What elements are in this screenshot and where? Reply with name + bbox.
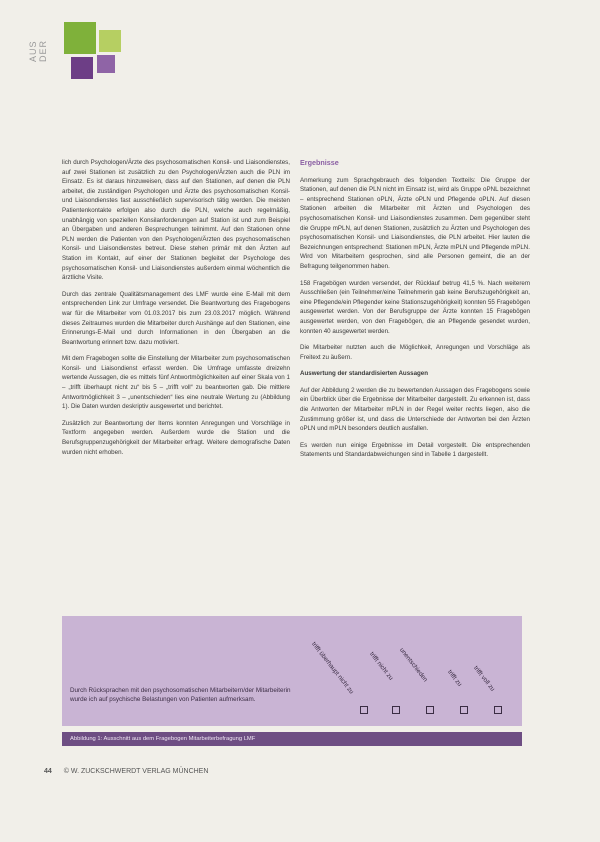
answer-checkbox-3[interactable] (426, 706, 434, 714)
logo-square-purple-light (97, 55, 115, 73)
left-text-column (62, 158, 290, 464)
right-paragraph: Die Mitarbeiter nutzten auch die Möglichkeit, Anregungen und Vorschläge als Freitext zu äußern. (300, 344, 530, 361)
scale-label: trifft nicht zu (368, 650, 395, 682)
answer-checkbox-5[interactable] (494, 706, 502, 714)
section-heading-results: Ergebnisse (300, 158, 339, 167)
scale-label: trifft zu (446, 668, 464, 688)
section-side-label: AUS DER (28, 39, 48, 62)
logo-square-purple-dark (71, 57, 93, 79)
left-paragraph: lich durch Psychologen/Ärzte des psychosomatischen Konsil- und Liaisondienstes, auf zwei Stationen ist zusätzlich zu den Psychologen/Ärzten auch die PLN im Einsatz. Es ist daraus hinzuweisen, dass auf den Stationen, auf denen die PLN arbeitet, die zuständigen Psychologen und Ärzte des psychosomatischen Konsil- und Liaisondienstes fast ausschließlich supervisorisch tätig werden. Die meisten Patientenkontakte erfolgen also durch die PLN, welche auch regelmäßig, unabhängig von speziellen Konsilanforderungen auf Station ist und zum Beispiel an Übergaben und anderen Besprechungen teilnimmt. Auf den Stationen ohne PLN werden die Patienten von den Psychologen/Ärzten des psychosomatischen Konsil- und Liaisondienstes betreut. Diese stehen primär mit den Ärzten auf Station im Kontakt, auf einer der Stationen begleitet der Psychologe des psychosomatischen Konsil- und Liaisondienstes außerdem einmal wöchentlich die ärztliche Visite. (62, 159, 290, 282)
figure-caption-text: Abbildung 1: Ausschnitt aus dem Fragebogen Mitarbeiterbefragung LMF (70, 736, 256, 742)
answer-checkbox-2[interactable] (392, 706, 400, 714)
logo-square-green-light (99, 30, 121, 52)
answer-checkbox-4[interactable] (460, 706, 468, 714)
color-squares-logo (64, 22, 120, 78)
figure-caption (62, 732, 522, 746)
answer-checkbox-1[interactable] (360, 706, 368, 714)
scale-label: trifft überhaupt nicht zu (310, 640, 355, 696)
scale-label: unentschieden (398, 646, 429, 684)
right-text-column (300, 158, 530, 467)
questionnaire-figure (62, 616, 522, 726)
right-paragraph: Auf der Abbildung 2 werden die zu bewertenden Aussagen des Fragebogens sowie ein Überblick über die Ergebnisse der Mitarbeiter dargestellt. Zu erkennen ist, dass die Antworten der Mitarbeiter mPLN in der Regel weiter rechts liegen, also die Zustimmung größer ist, und dass die Unterschiede der Antworten bei den Ärzten oPLN und mPLN besonders deutlich ausfallen. (300, 386, 530, 433)
logo-square-green-large (64, 22, 96, 54)
scale-label: trifft voll zu (472, 664, 496, 693)
subheading-evaluation: Auswertung der standardisierten Aussagen (300, 370, 429, 378)
right-paragraph: Anmerkung zum Sprachgebrauch des folgenden Textteils: Die Gruppe der Stationen, auf denen die PLN nicht im Einsatz ist, wird als Gruppe oPNL bezeichnet – entsprechend Stationen oPLN, Ärzte oPLN und Pflegende oPLN. Auf diesen Stationen arbeiten die Mitarbeiter mit Ärzten und Psychologen des psychosomatischen Konsil- und Liaisondienstes zusammen. Dem gegenüber steht die Gruppe mPLN, auf denen Stationen, zusätzlich zu Ärzten und Psychologen des psychosomatischen Konsil- und Liaisondienstes, die PLN arbeitet. Hier lauten die Bezeichnungen entsprechend: Stationen mPLN, Ärzte mPLN und Pflegende mPLN. Wird von Mitarbeitern gesprochen, sind alle Personen gemeint, die an der Befragung teilgenommen haben. (300, 176, 530, 270)
page-number: 44 (44, 768, 52, 775)
left-paragraph: Mit dem Fragebogen sollte die Einstellung der Mitarbeiter zum psychosomatischen Konsil- und Liaisondienst erfasst werden. Die Umfrage umfasste dreizehn wertende Aussagen, die es mittels fünf Antwortmöglichkeiten auf einer Skala von 1 – „trifft überhaupt nicht zu“ bis 5 – „trifft voll“ zu beantworten gab. Die mittlere Antwortmöglichkeit 3 – „unentschieden“ lies eine neutrale Wertung zu (Abbildung 1). Die Daten wurden deskriptiv ausgewertet und berichtet. (62, 355, 290, 411)
left-paragraph: Durch das zentrale Qualitätsmanagement des LMF wurde eine E-Mail mit dem entsprechenden Link zur Umfrage versendet. Die Beantwortung des Fragebogens war für die Mitarbeiter vom 01.03.2017 bis zum 23.03.2017 möglich. Während dieses Zeitraumes wurden die Mitarbeiter durch Aushänge auf den Stationen, eine Erinnerungs-E-Mail und durch Informationen in den Übergaben an die Beantwortung erinnert bzw. dazu motiviert. (62, 290, 290, 346)
page-footer (44, 768, 208, 775)
right-paragraph: Es werden nun einige Ergebnisse im Detail vorgestellt. Die entsprechenden Statements und Standardabweichungen sind in Tabelle 1 dargestellt. (300, 441, 530, 459)
figure-statement: Durch Rücksprachen mit den psychosomatischen Mitarbeitern/der Mitarbeiterin wurde ich auf psychische Belastungen von Patienten aufmerksam. (70, 687, 291, 703)
left-paragraph: Zusätzlich zur Beantwortung der Items konnten Anregungen und Vorschläge in Textform angegeben werden. Außerdem wurde die Station und die Berufsgruppenzugehörigkeit der Mitarbeiter erfragt. Weitere demografische Daten wurden nicht erhoben. (62, 419, 290, 456)
publisher-credit: © W. ZUCKSCHWERDT VERLAG MÜNCHEN (63, 768, 209, 775)
right-paragraph: 158 Fragebögen wurden versendet, der Rücklauf betrug 41,5 %. Nach weiterem Ausschließen (ein Teilnehmer/eine Teilnehmerin gab keine Berufszugehörigkeit an, eine Pflegende/ein Pflegender keine Stationszugehörigkeit) konnten 55 Fragebögen ausgewertet werden. Von der Berufsgruppe der Ärzte konnten 15 Fragebögen ausgewertet werden, von den Fragebögen, die an Pflegende gesendet wurden, konnten 40 ausgewertet werden. (300, 279, 530, 335)
